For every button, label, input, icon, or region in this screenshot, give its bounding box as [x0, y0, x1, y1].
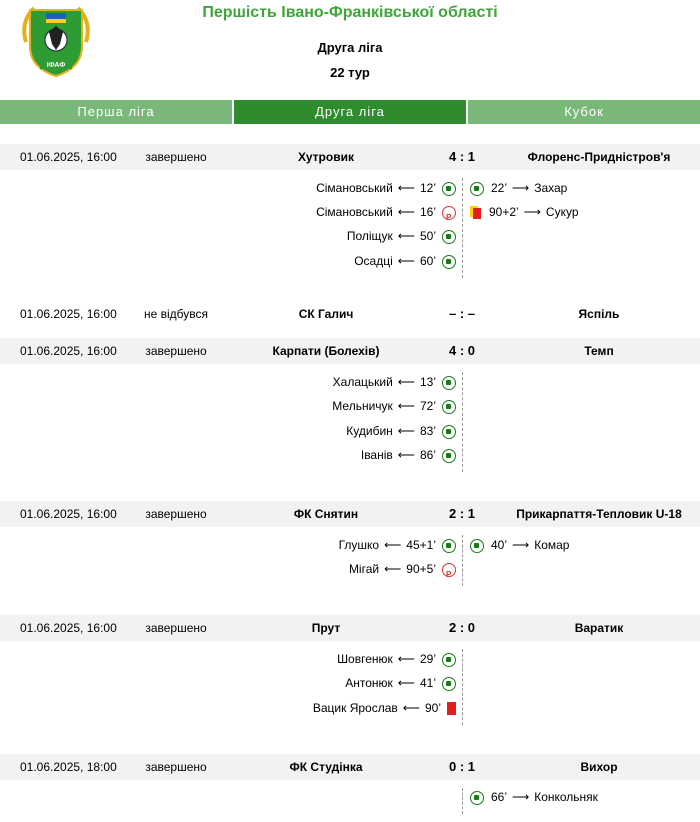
- home-event: [347, 224, 456, 248]
- home-event: [349, 557, 456, 581]
- event-minute: 90+5’: [406, 562, 436, 576]
- tab-bar: [0, 100, 700, 124]
- event-minute: 83’: [419, 424, 436, 438]
- match-date: 01.06.2025, 18:00: [20, 760, 117, 774]
- event-minute: 86’: [419, 448, 436, 462]
- event-minute: 12’: [419, 181, 436, 195]
- event-player: Поліщук: [346, 229, 393, 243]
- match-score: 2 : 0: [448, 620, 476, 635]
- event-minute: 29’: [419, 652, 436, 666]
- events-divider: [462, 649, 463, 725]
- match-score: – : –: [448, 306, 476, 321]
- event-player: Сімановський: [316, 181, 393, 195]
- match-row[interactable]: [0, 144, 700, 170]
- match-row[interactable]: [0, 615, 700, 641]
- event-minute: 22’: [491, 181, 508, 195]
- goal-icon: [442, 376, 456, 390]
- away-event: [470, 785, 598, 809]
- event-minute: 16’: [419, 205, 436, 219]
- away-event: [470, 200, 579, 224]
- away-event: [470, 533, 569, 557]
- event-minute: 72’: [419, 399, 436, 413]
- event-player: Сукур: [545, 205, 579, 219]
- goal-icon: [442, 677, 456, 691]
- event-player: Конкольняк: [534, 790, 598, 804]
- arrow-left-icon: ⟵: [397, 399, 415, 413]
- event-minute: 13’: [419, 375, 436, 389]
- match-status: завершено: [145, 150, 207, 164]
- match-events: [0, 364, 700, 474]
- events-divider: [462, 535, 463, 586]
- event-minute: 66’: [491, 790, 508, 804]
- tab-persha-liga[interactable]: Перша ліга: [0, 100, 232, 124]
- match-score: 2 : 1: [448, 506, 476, 521]
- arrow-right-icon: ⟶: [523, 205, 541, 219]
- match-row[interactable]: [0, 754, 700, 780]
- match: [0, 615, 700, 727]
- arrow-left-icon: ⟵: [397, 448, 415, 462]
- match-events: [0, 170, 700, 280]
- penalty-goal-icon: [442, 206, 456, 220]
- arrow-left-icon: ⟵: [397, 424, 415, 438]
- home-event: [339, 533, 456, 557]
- logo-text: ІФАФ: [46, 62, 66, 69]
- events-divider: [462, 178, 463, 278]
- goal-icon: [470, 791, 484, 805]
- match-status: завершено: [145, 760, 207, 774]
- goal-icon: [442, 425, 456, 439]
- round-label: 22 тур: [330, 65, 370, 80]
- event-player: Шовгенюк: [337, 652, 393, 666]
- match-date: 01.06.2025, 16:00: [20, 507, 117, 521]
- home-team: ФК Студінка: [289, 760, 363, 774]
- match-status: не відбувся: [143, 307, 209, 321]
- arrow-right-icon: ⟶: [512, 181, 530, 195]
- match-events: [0, 780, 700, 816]
- event-player: Іванів: [360, 448, 393, 462]
- match: [0, 501, 700, 588]
- match-date: 01.06.2025, 16:00: [20, 150, 117, 164]
- match-row[interactable]: [0, 338, 700, 364]
- home-team: Прут: [311, 621, 341, 635]
- match-row[interactable]: [0, 501, 700, 527]
- event-minute: 41’: [419, 676, 436, 690]
- home-event: [345, 671, 456, 695]
- away-team: Варатик: [574, 621, 624, 635]
- away-team: Флоренс-Придністров'я: [527, 150, 671, 164]
- away-team: Прикарпаття-Тепловик U-18: [516, 507, 682, 521]
- league-name: Друга ліга: [317, 40, 383, 55]
- event-player: Мігай: [348, 562, 380, 576]
- event-player: Глушко: [338, 538, 380, 552]
- arrow-left-icon: ⟵: [397, 375, 415, 389]
- goal-icon: [442, 400, 456, 414]
- goal-icon: [442, 255, 456, 269]
- home-event: [316, 176, 456, 200]
- match-date: 01.06.2025, 16:00: [20, 621, 117, 635]
- goal-icon: [442, 449, 456, 463]
- event-player: Антонюк: [345, 676, 393, 690]
- match-status: завершено: [145, 344, 207, 358]
- away-event: [470, 176, 567, 200]
- match-score: 4 : 0: [448, 343, 476, 358]
- event-player: Кудибин: [346, 424, 393, 438]
- away-team: Темп: [584, 344, 614, 358]
- event-minute: 60’: [419, 254, 436, 268]
- match-score: 0 : 1: [448, 759, 476, 774]
- match-status: завершено: [145, 507, 207, 521]
- events-divider: [462, 788, 463, 814]
- away-team: Яспіль: [578, 307, 620, 321]
- tab-kubok[interactable]: Кубок: [468, 100, 700, 124]
- goal-icon: [442, 653, 456, 667]
- arrow-left-icon: ⟵: [397, 181, 415, 195]
- arrow-left-icon: ⟵: [384, 562, 402, 576]
- event-player: Вацик Ярослав: [312, 701, 398, 715]
- goal-icon: [442, 182, 456, 196]
- arrow-left-icon: ⟵: [397, 229, 415, 243]
- penalty-goal-icon: [442, 563, 456, 577]
- arrow-right-icon: ⟶: [512, 538, 530, 552]
- event-player: Захар: [534, 181, 568, 195]
- arrow-left-icon: ⟵: [397, 652, 415, 666]
- event-player: Сімановський: [316, 205, 393, 219]
- event-minute: 40’: [491, 538, 508, 552]
- home-team: Карпати (Болехів): [272, 344, 380, 358]
- arrow-left-icon: ⟵: [397, 254, 415, 268]
- home-team: СК Галич: [298, 307, 354, 321]
- second-yellow-card-icon: [470, 206, 482, 219]
- arrow-left-icon: ⟵: [397, 205, 415, 219]
- event-player: Мельничук: [332, 399, 393, 413]
- events-divider: [462, 372, 463, 472]
- home-event: [313, 696, 456, 720]
- page-title: Першість Івано-Франківської області: [202, 4, 498, 21]
- tab-druha-liga[interactable]: Друга ліга: [234, 100, 466, 124]
- arrow-right-icon: ⟶: [512, 790, 530, 804]
- home-event: [316, 200, 456, 224]
- goal-icon: [442, 539, 456, 553]
- event-player: Комар: [534, 538, 570, 552]
- event-minute: 45+1’: [406, 538, 436, 552]
- home-event: [361, 443, 456, 467]
- red-card-icon: [447, 702, 456, 715]
- match-date: 01.06.2025, 16:00: [20, 344, 117, 358]
- goal-icon: [470, 539, 484, 553]
- away-team: Вихор: [580, 760, 618, 774]
- arrow-left-icon: ⟵: [384, 538, 402, 552]
- match-date: 01.06.2025, 16:00: [20, 307, 117, 321]
- home-event: [346, 419, 456, 443]
- match: [0, 754, 700, 816]
- home-event: [354, 249, 456, 273]
- home-team: ФК Снятин: [293, 507, 359, 521]
- match: [0, 144, 700, 280]
- arrow-left-icon: ⟵: [397, 676, 415, 690]
- home-event: [332, 394, 456, 418]
- home-event: [337, 647, 456, 671]
- match-status: завершено: [145, 621, 207, 635]
- match-events: [0, 641, 700, 727]
- event-minute: 50’: [419, 229, 436, 243]
- goal-icon: [442, 230, 456, 244]
- event-player: Халацький: [332, 375, 393, 389]
- match: [0, 338, 700, 474]
- match-row[interactable]: [0, 301, 700, 327]
- match: [0, 301, 700, 327]
- match-events: [0, 527, 700, 588]
- event-player: Осадці: [354, 254, 393, 268]
- goal-icon: [470, 182, 484, 196]
- home-team: Хутровик: [298, 150, 354, 164]
- match-score: 4 : 1: [448, 149, 476, 164]
- home-event: [333, 370, 456, 394]
- event-minute: 90’: [424, 701, 441, 715]
- event-minute: 90+2’: [489, 205, 519, 219]
- arrow-left-icon: ⟵: [402, 701, 420, 715]
